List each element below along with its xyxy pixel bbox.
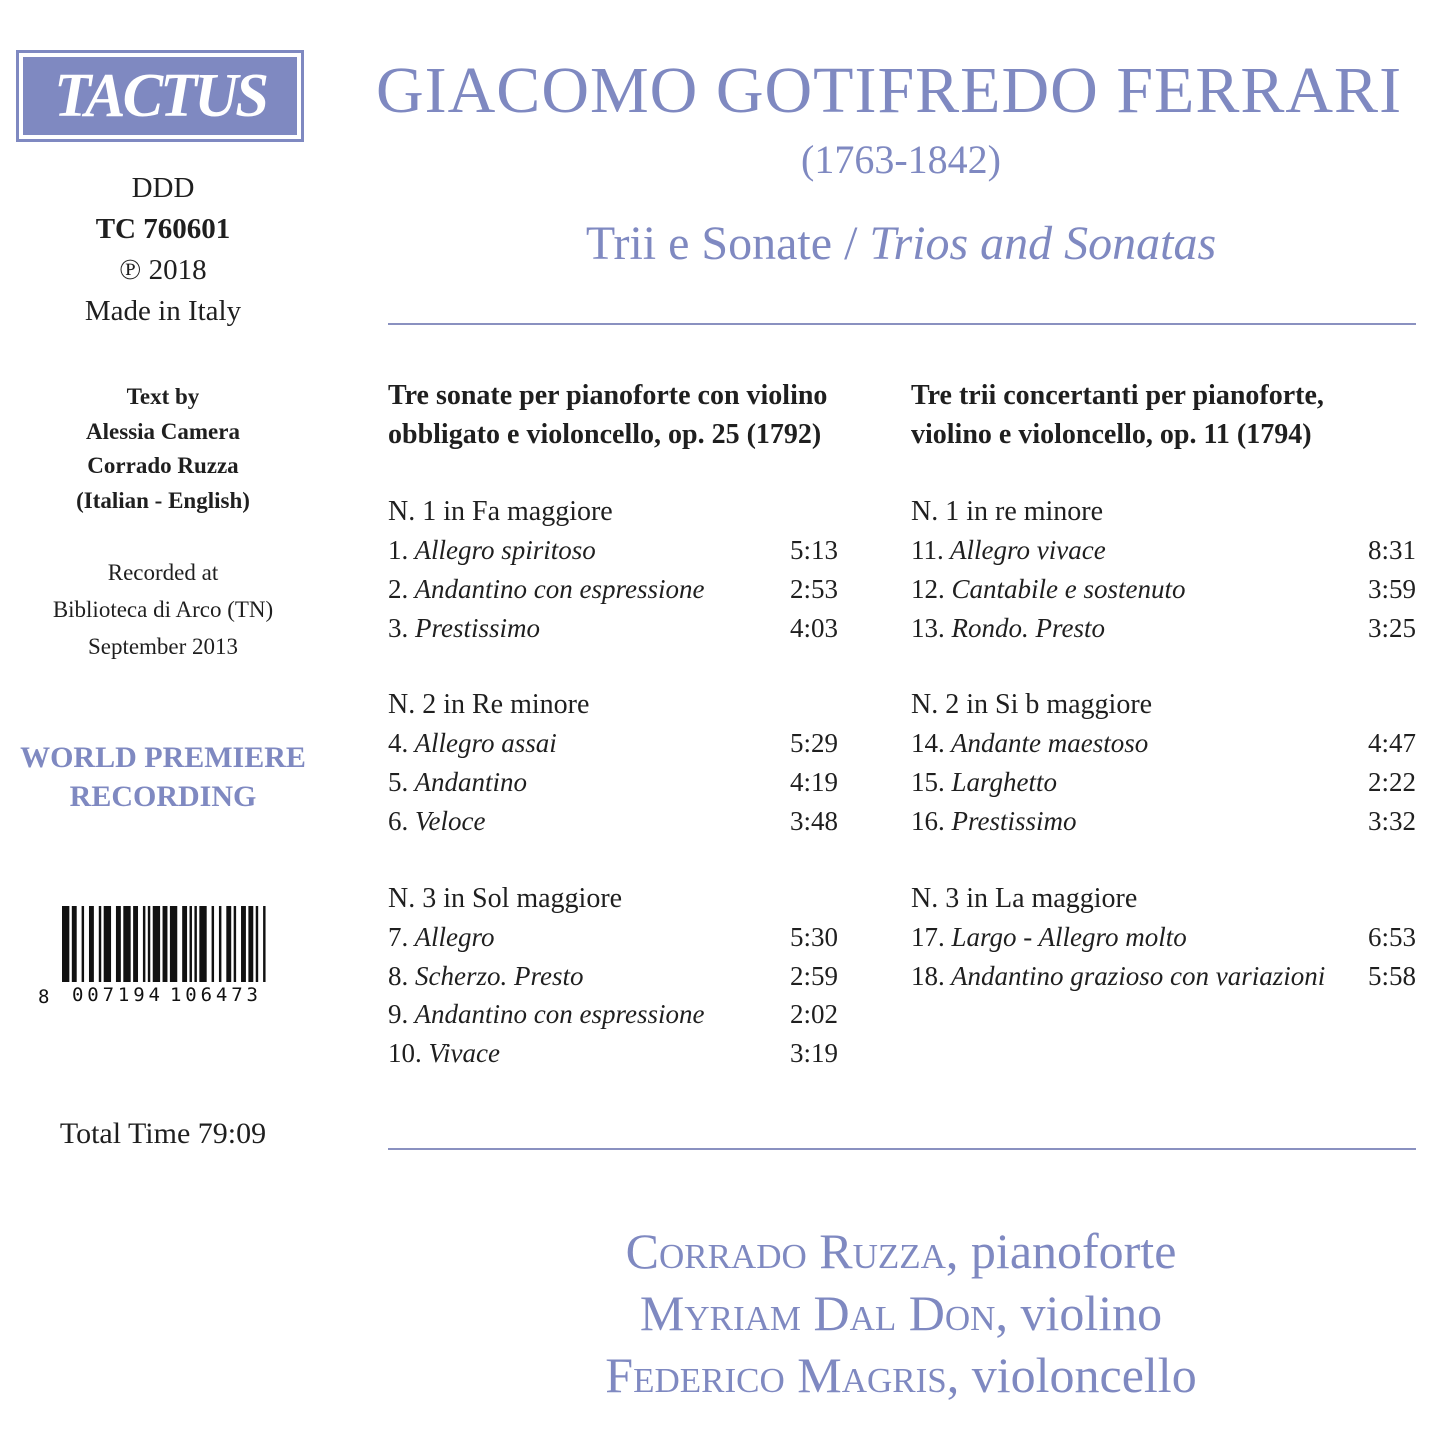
subtitle-italian: Trii e Sonate /	[585, 217, 858, 270]
recording-line: Recorded at	[107, 560, 219, 585]
track-title: Andantino	[414, 767, 528, 798]
barcode-bar	[133, 906, 138, 982]
barcode-digit-first: 8	[38, 986, 50, 1008]
work-title: N. 3 in Sol maggiore	[388, 882, 623, 914]
track-title: Vivace	[428, 1038, 500, 1069]
track-number: 17.	[911, 921, 945, 952]
collection-title-line: Tre sonate per pianoforte con violino	[388, 380, 828, 411]
track-time: 3:32	[1367, 805, 1416, 836]
total-time: Total Time 79:09	[59, 1117, 267, 1150]
barcode-bar	[123, 906, 130, 982]
barcode-bar	[234, 906, 236, 982]
collection-title	[388, 376, 838, 454]
ddd-label: DDD	[131, 172, 195, 204]
barcode-bar	[62, 906, 69, 982]
barcode-bar	[163, 906, 168, 982]
barcode-bar	[194, 906, 196, 982]
performer-role: , pianoforte	[945, 1223, 1177, 1279]
track-number: 4.	[388, 728, 409, 759]
track-time: 4:47	[1367, 728, 1416, 759]
track-time: 5:29	[789, 728, 838, 759]
catalog-number: TC 760601	[95, 213, 231, 245]
track-title: Allegro	[414, 921, 495, 952]
work-title: N. 1 in re minore	[911, 496, 1104, 527]
barcode	[32, 904, 272, 1012]
barcode-bar	[104, 906, 111, 982]
track-title: Cantabile e sostenuto	[951, 573, 1186, 604]
work-title: N. 2 in Si b maggiore	[911, 689, 1153, 721]
barcode-bar	[143, 906, 145, 982]
subtitle-english: Trios and Sonatas	[869, 217, 1217, 270]
barcode-bar	[170, 906, 177, 982]
performer-name: Federico Magris	[605, 1347, 947, 1403]
track-time: 4:03	[789, 612, 838, 643]
barcode-bar	[190, 906, 192, 982]
barcode-bar	[82, 906, 84, 982]
track-title: Andante maestoso	[951, 728, 1149, 759]
track-title: Larghetto	[951, 767, 1058, 798]
text-credits	[0, 380, 326, 518]
barcode-bar	[148, 906, 150, 982]
track-row[interactable]	[911, 802, 1416, 841]
work-block	[911, 492, 1416, 647]
track-time: 3:19	[789, 1038, 838, 1069]
track-number: 15.	[911, 767, 945, 798]
track-time: 5:58	[1367, 960, 1416, 991]
track-number: 13.	[911, 612, 945, 643]
track-number: 9.	[388, 999, 409, 1030]
track-time: 3:48	[789, 805, 838, 836]
barcode-bar	[182, 906, 187, 982]
track-number: 10.	[388, 1038, 422, 1069]
barcode-bar	[263, 906, 265, 982]
track-title: Andantino con espressione	[414, 573, 705, 604]
collection-title-line: obbligato e violoncello, op. 25 (1792)	[388, 419, 822, 450]
track-row[interactable]	[388, 531, 838, 570]
performer-name: Corrado Ruzza	[625, 1223, 946, 1279]
track-number: 12.	[911, 573, 945, 604]
barcode-bars	[62, 906, 266, 982]
world-premiere-badge	[0, 738, 326, 816]
collection-title-line: violino e violoncello, op. 11 (1794)	[911, 419, 1312, 450]
recording-line: Biblioteca di Arco (TN)	[52, 597, 274, 622]
track-time: 8:31	[1367, 535, 1416, 565]
track-number: 3.	[388, 612, 409, 643]
track-time: 2:59	[789, 960, 838, 991]
performer-line	[376, 1282, 1426, 1344]
track-row[interactable]	[911, 724, 1416, 763]
track-row[interactable]	[911, 531, 1416, 570]
barcode-bar	[248, 906, 253, 982]
copyright-year: ℗ 2018	[119, 254, 207, 286]
work-title: N. 3 in La maggiore	[911, 882, 1138, 914]
collection-title	[911, 376, 1416, 454]
credits-line: Text by	[126, 384, 200, 409]
album-subtitle	[376, 214, 1426, 274]
track-number: 1.	[388, 535, 409, 565]
track-row[interactable]	[388, 570, 838, 609]
performer-role: , violino	[995, 1285, 1163, 1341]
barcode-bar	[212, 906, 214, 982]
track-title: Largo - Allegro molto	[951, 921, 1187, 952]
barcode-bar	[153, 906, 160, 982]
recording-line: September 2013	[87, 634, 239, 659]
barcode-bar	[72, 906, 77, 982]
credits-line: Alessia Camera	[86, 418, 240, 444]
work-block	[388, 685, 838, 840]
track-number: 2.	[388, 573, 409, 604]
work-block	[911, 879, 1416, 996]
barcode-bar	[116, 906, 121, 982]
premiere-line: WORLD PREMIERE	[20, 741, 306, 774]
barcode-bar	[99, 906, 101, 982]
barcode-digits-left: 007194	[72, 984, 160, 1006]
track-number: 14.	[911, 728, 945, 759]
track-row[interactable]	[388, 609, 838, 648]
work-title: N. 1 in Fa maggiore	[388, 496, 613, 527]
composer-dates: (1763-1842)	[801, 137, 1001, 182]
track-row[interactable]	[388, 724, 838, 763]
barcode-bar	[256, 906, 258, 982]
work-block	[388, 492, 838, 647]
performer-line	[376, 1220, 1426, 1282]
track-row[interactable]	[388, 995, 838, 1034]
barcode-bar	[226, 906, 231, 982]
premiere-line: RECORDING	[69, 780, 257, 813]
track-title: Veloce	[415, 805, 486, 836]
track-row[interactable]	[911, 609, 1416, 648]
performer-name: Myriam Dal Don	[639, 1285, 996, 1341]
barcode-digits-right: 106473	[170, 984, 258, 1006]
divider-top	[388, 323, 1416, 325]
track-title: Allegro spiritoso	[414, 535, 596, 565]
track-number: 18.	[911, 960, 945, 991]
track-row[interactable]	[911, 763, 1416, 802]
performer-line	[376, 1344, 1426, 1406]
origin: Made in Italy	[84, 295, 242, 327]
track-number: 5.	[388, 767, 409, 798]
track-time: 5:30	[789, 921, 838, 952]
logo-box	[23, 57, 297, 135]
track-number: 11.	[911, 535, 944, 565]
track-number: 7.	[388, 921, 409, 952]
barcode-bar	[199, 906, 206, 982]
track-row[interactable]	[388, 1034, 838, 1073]
tactus-logo	[16, 50, 304, 142]
tracklist-op11	[911, 376, 1416, 1033]
credits-line: Corrado Ruzza	[87, 453, 239, 478]
track-time: 2:53	[789, 573, 838, 604]
barcode-bar	[219, 906, 221, 982]
track-title: Scherzo. Presto	[415, 960, 584, 991]
track-row[interactable]	[911, 570, 1416, 609]
composer-name: GIACOMO GOTIFREDO FERRARI	[376, 54, 1403, 127]
barcode-bar	[241, 906, 246, 982]
track-row[interactable]	[388, 763, 838, 802]
track-time: 2:22	[1367, 767, 1416, 798]
track-row[interactable]	[388, 918, 838, 957]
logo-text: TACTUS	[54, 61, 266, 130]
track-row[interactable]	[388, 802, 838, 841]
track-title: Rondo. Presto	[951, 612, 1105, 643]
work-title: N. 2 in Re minore	[388, 689, 590, 721]
work-block	[388, 879, 838, 1073]
track-time: 5:13	[789, 535, 838, 565]
track-time: 4:19	[789, 767, 838, 798]
track-time: 2:02	[789, 999, 838, 1030]
track-time: 3:59	[1367, 573, 1416, 604]
track-time: 3:25	[1367, 612, 1416, 643]
track-title: Prestissimo	[415, 612, 541, 643]
track-title: Andantino con espressione	[414, 999, 705, 1030]
track-title: Prestissimo	[951, 805, 1077, 836]
divider-bottom	[388, 1148, 1416, 1150]
track-row[interactable]	[911, 957, 1416, 996]
barcode-bar	[89, 906, 94, 982]
collection-title-line: Tre trii concertanti per pianoforte,	[911, 380, 1324, 411]
tracklist-op25	[388, 376, 838, 1111]
track-title: Andantino grazioso con variazioni	[951, 960, 1326, 991]
performer-role: , violoncello	[946, 1347, 1197, 1403]
work-block	[911, 685, 1416, 840]
credits-line: (Italian - English)	[76, 487, 250, 513]
performers	[376, 1220, 1426, 1406]
recording-info	[0, 554, 326, 665]
track-row[interactable]	[388, 957, 838, 996]
track-title: Allegro vivace	[950, 535, 1106, 565]
track-number: 8.	[388, 960, 409, 991]
track-time: 6:53	[1367, 921, 1416, 952]
track-number: 16.	[911, 805, 945, 836]
release-info	[0, 168, 326, 332]
track-title: Allegro assai	[414, 728, 557, 759]
track-row[interactable]	[911, 918, 1416, 957]
track-number: 6.	[388, 805, 409, 836]
